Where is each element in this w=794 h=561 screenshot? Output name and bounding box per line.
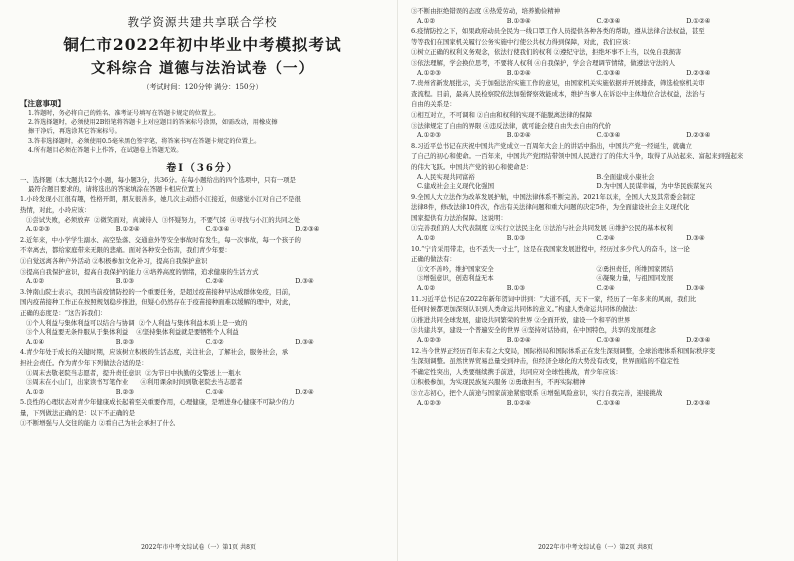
question-stem: 5.良性的心理状态对青少年健康成长起着至关重要作用，心理健康，是增进身心健康不可缺少的力 [20,398,295,407]
question-stem: ①自觉远离各种户外活动 ②积极参加文化补习，提高自我保护意识 [20,256,208,265]
question [411,27,776,78]
answer-choice: C.①③④ [596,336,621,344]
question-stem: 国内疫苗接种工作正在按照规划稳步推进，但疑心仍然存在于疫苗接种面难以缓解的理中，对此， [20,298,295,307]
answer-choices [411,399,776,409]
answer-choices [20,338,385,348]
answer-choice: D.③④ [295,337,314,346]
answer-choice: D.②④ [295,387,314,396]
question-stem: 1.小玲发现小江很有趣，性格开朗，朋友很善多，她几次主动搭小江接近，但感觉小江对自己不是很 [20,195,301,204]
option: B.全面建成小康社会 [596,172,655,181]
answer-choice: C.①③④ [596,68,621,77]
note-item: 1.答题时，务必将自己的姓名、准考证号填写在答题卡规定的位置上。 [28,110,220,117]
question-stem: ③立志初心，把个人前途与国家前途紧密联系 ④增强风险意识，实行自我完善，迎接挑战 [411,388,663,397]
notes-list [20,109,385,155]
question-option: ③周末在小山门，出家读书写笔作业 ④利用课余时间到敬老院去当志愿者 [26,378,243,387]
volume-title: 卷Ⅰ（36分） [166,163,239,175]
answer-choice: D.②③④ [686,336,711,344]
answer-choice: A.①②③ [417,131,441,140]
option-row [411,265,776,275]
question-stem: 担社会责任。作为青少年下列做法合适的是： [20,358,148,367]
answer-choice: C.①③④ [596,131,621,140]
question [411,295,776,346]
answer-choices [411,234,776,244]
answer-choice: B.①③ [506,234,525,243]
question [411,142,776,192]
answer-choice: A.①④ [26,337,45,346]
question-stem: ①积极参加，为实现民族复兴服务 ②勇敢担当，不再实际精神 [411,378,586,387]
note-item: 2.答选择题时，必须使用2B铅笔将答题卡上对应题目的答案标号涂黑，如需改动，用橡皮擦 [28,119,278,127]
question-stem: 不确定性突出，人类要继续携手前进，共同应对全球性挑战，青少年应该： [411,367,622,376]
question-stem: ①不断增强与人交往的能力 ②看自己为社会承担了什么 [20,419,176,428]
answer-choices [411,336,776,346]
question-stem: 11.习近平总书记在2022年新年贺词中讲到：“大道不孤，天下一家，经历了一年多来的风雨，我们比 [411,294,697,303]
answer-choices [20,388,385,398]
question-stem: 9.全国人大立法作为改革发展护航，中国法律体系不断完善。2021年以来，全国人大及其常委会制定 [411,192,696,201]
question-option: ①周末去敬老院当志愿者，提升责任意识 ②为节日中执勤的交警送上一瓶水 [26,368,241,377]
answer-choice: A.①② [26,387,45,396]
left-questions [20,195,385,429]
option-row [411,173,776,183]
answer-choice: B.②③ [115,387,134,396]
question-stem: 3.钟南山院士表示，我国当前疫情防控的一个重要任务，是超过疫苗接种早达成群体免疫，目前， [20,287,295,296]
question-stem: ③共建共享，建设一个普遍安全的世界 ④坚持对话协商，在中国特色，共享的发展理念 [411,326,656,335]
question-stem: 法律8件，修改法律10件次，作出有关法律问题和重大问题的决定5件，为全面建设社会主义现代化 [411,203,690,212]
question-stem: 10.“宁肯采用带走，也不丢失一寸土”，这是在我国家发展进程中，经历过多少代人的奋斗，这一论 [411,244,690,253]
note-item: 擦干净后，再选涂其它答案标号。 [28,128,121,136]
answer-choice: B.①②④ [506,131,531,140]
answer-choice: D.③④ [295,277,314,286]
question-stem: 12.当今世界正经历百年未有之大变局，国际格局和国际体系正在发生深刻调整，全球治理体系和国际秩序变 [411,346,716,355]
question [411,245,776,294]
exam-info: （考试时间：120分钟 满分：150分） [142,83,263,91]
answer-choice: C.①④ [205,387,224,396]
question-stem: ①完善我们的人大代表制度 ②实行立法民主化 ③法治与社会共同发展 ④维护公民的基本权利 [411,224,673,233]
question [20,398,385,429]
question-stem: 生深刻调整。虽然世界贸易总量受到冲击，但经济全球化的大势没有改变，世界面临的不稳定性 [411,357,680,366]
answer-choice: B.①③④ [506,16,531,25]
question-stem: 正确的做法有： [411,255,456,264]
answer-choice: B.①③ [506,284,525,293]
option-row [411,274,776,284]
answer-choice: D.②③④ [295,225,320,234]
notes-heading: 【注意事项】 [20,99,65,108]
question-stem: ③不断由拒绝错误的态度 ④热爱劳动，培养勤俭精神 [411,7,561,15]
exam-subtitle: 文科综合 道德与法治试卷（一） [90,60,315,77]
right-page [397,0,794,561]
question-stem: 了自己的初心和使命。一百年来，中国共产党团结带领中国人民进行了的伟大斗争，取得了从站起来、富起来到强起来 [411,152,744,161]
answer-choice: B.①②④ [506,68,531,77]
option: ④凝聚力量，与祖国同发展 [596,274,674,283]
answer-choices [20,225,385,235]
question-stem: 2.近年来，中小学学生溺水、高空坠落、交通意外等安全事故时有发生，每一次事故，每一个孩子的 [20,235,301,244]
answer-choice: C.①③④ [205,225,230,234]
answer-choice: B.①②④ [506,336,531,344]
answer-choice: D.①②④ [686,16,711,25]
answer-choices [20,277,385,287]
question [20,288,385,348]
question-stem: ③依法理解，学会换位思考，不要将人权利 ④自我保护，学会合理调节情绪，做遵法守法的人 [411,58,676,67]
option: C.建成社会主义现代化强国 [417,182,494,191]
question-stem: 量，下列做法正确的是：以下不正确的是 [20,408,136,417]
question-stem: 8.习近平总书记在庆祝中国共产党成立一百周年大会上的讲话中指出，中国共产党一经诞生，就确立 [411,141,692,150]
answer-choice: A.①② [26,277,45,286]
question-stem: 自由的关系是： [411,100,456,109]
option: D.为中国人民谋幸福，为中华民族谋复兴 [596,182,713,191]
answer-choice: D.②③④ [686,68,711,77]
question-stem: ③提高自我保护意识，提高自我保护的能力 ④培养高度的情绪，追求健康的生活方式 [20,267,259,276]
answer-choice: A.①② [417,284,436,293]
option: ②勇担责任，所维国家团结 [596,264,674,273]
note-item: 3.答非选择题时，必须使用0.5毫米黑色签字笔，将答案书写在答题卡规定的位置上。 [28,137,261,145]
question-stem: 4.青少年处于成长的关键时期，应该树立积极的生活态度，关注社会，了解社会，服务社会，承 [20,348,289,357]
question-stem: 热情，对此，小玲应该： [20,206,91,215]
question-stem: 等等我们在国家机关履行公务实施中行使公共权力得到保障，对此，我们应该： [411,37,635,46]
answer-choice: B.①②④ [506,398,531,407]
question-stem: 6.疫情防控之下，如果政府动员全民为一线口罩工作人员提供各种各类的帮助，遵从法律合法权益，甚至 [411,27,705,36]
note-item: 4.所有题目必须在答题卡上作答，在试题卷上答题无效。 [28,146,183,154]
right-questions [411,7,776,408]
question [411,347,776,409]
question-stem: 查流程。目前，最高人民检察院依法加强督察效能成本，维护当事人在诉讼中主体地位合法权益，法治与 [411,89,705,98]
answer-choice: C.②④ [205,277,224,286]
answer-choice: C.②④ [596,234,615,243]
question [411,79,776,141]
question-stem: ①树立正确的权利义务观念，依法行使我们的权利 ②遵纪守法，拒绝坏事不上当，以免自我损害 [411,48,682,57]
answer-choices [411,284,776,294]
answer-choice: D.③④ [686,284,705,293]
question-stem: 不幸离去，都给家庭带来无限的悲痛。面对各种安全伤害，我们青少年要： [20,246,231,255]
exam-title: 铜仁市2022年初中毕业中考模拟考试 [63,35,342,54]
question-option: ①个人利益与集体利益可以结合与协调 ②个人利益与集体利益本质上是一致的 [26,318,248,327]
option: ③增强意识，创造利益无本 [417,274,494,283]
answer-choice: C.②③④ [596,16,621,25]
answer-choice: A.①②③ [417,336,441,344]
question-stem: 正确的态度是：“这告诉我们： [20,308,107,317]
answer-choice: C.②④ [596,284,615,293]
question [411,193,776,244]
option: ①文不善吟，维护国家安全 [417,264,494,273]
question-stem: 任何时候都更加深刻认识到人类命运共同体的意义。”构建人类命运共同体的做法： [411,305,642,314]
question-stem: ①推进共同全球发展，建设共同繁荣的世界 ②全面开放，建设一个和平的世界 [411,315,631,324]
question-stem: 国家提供有力法治保障。这说明： [411,213,507,222]
footer-left: 2022年市中考文综试卷（一）第1页 共8页 [141,544,256,551]
section-heading: 一、选择题（本大题共12个小题，每小题3分，共36分。在每小题给出的四个选项中，只有一项是 [20,176,296,185]
school-name: 教学资源共建共享联合学校 [127,15,278,29]
answer-choice: D.③④ [686,234,705,243]
answer-choice: C.①③④ [596,398,621,407]
answer-choices [411,69,776,79]
answer-choice: A.①② [417,16,436,25]
answer-choice: A.①② [417,234,436,243]
answer-choice: B.①②④ [115,225,140,234]
answer-choice: A.①②③ [26,225,50,234]
answer-choice: B.①③ [115,277,134,286]
question [20,236,385,287]
answer-choice: D.②③④ [686,131,711,140]
answer-choice: B.②③ [115,337,134,346]
question-option: ①尝试失败，必须放弃 ②微笑面对，真诚待人 ③怀疑努力，不要气馁 ④寻找与小江的共同之处 [26,215,301,224]
question [20,195,385,234]
footer-right: 2022年市中考文综试卷（一）第2页 共8页 [538,544,653,551]
question-option: ③个人利益要无条件服从于集体利益 ④坚持集体利益就是要牺牲个人利益 [26,328,239,337]
option: A.人民实现共同富裕 [417,172,475,181]
answer-choice: D.②③④ [686,398,711,407]
option-row [411,182,776,192]
answer-choice: A.①②③ [417,68,441,77]
question [411,7,776,26]
answer-choice: A.①②③ [417,398,441,407]
question-stem: 的伟大飞跃。中国共产党的初心和使命是： [411,162,533,171]
question-stem: ①相互对立，不可调和 ②自由和权利的实现不能脱离法律的保障 [411,110,592,119]
question-stem: 7.贵州省新发展批示，关于加强法治实施工作的意见，由国家机关实施依据并开展排查，筛选检察机关审 [411,79,705,88]
question [20,348,385,397]
answer-choice: C.①② [205,337,224,346]
answer-choices [411,17,776,27]
question-stem: ③法律规定了自由的界限 ④违反法律，就可能会使自由失去自由的代价 [411,121,612,130]
answer-choices [411,131,776,141]
section-heading-2: 最符合题目要求的，请将选出的答案填涂在答题卡相应位置上） [28,185,207,194]
